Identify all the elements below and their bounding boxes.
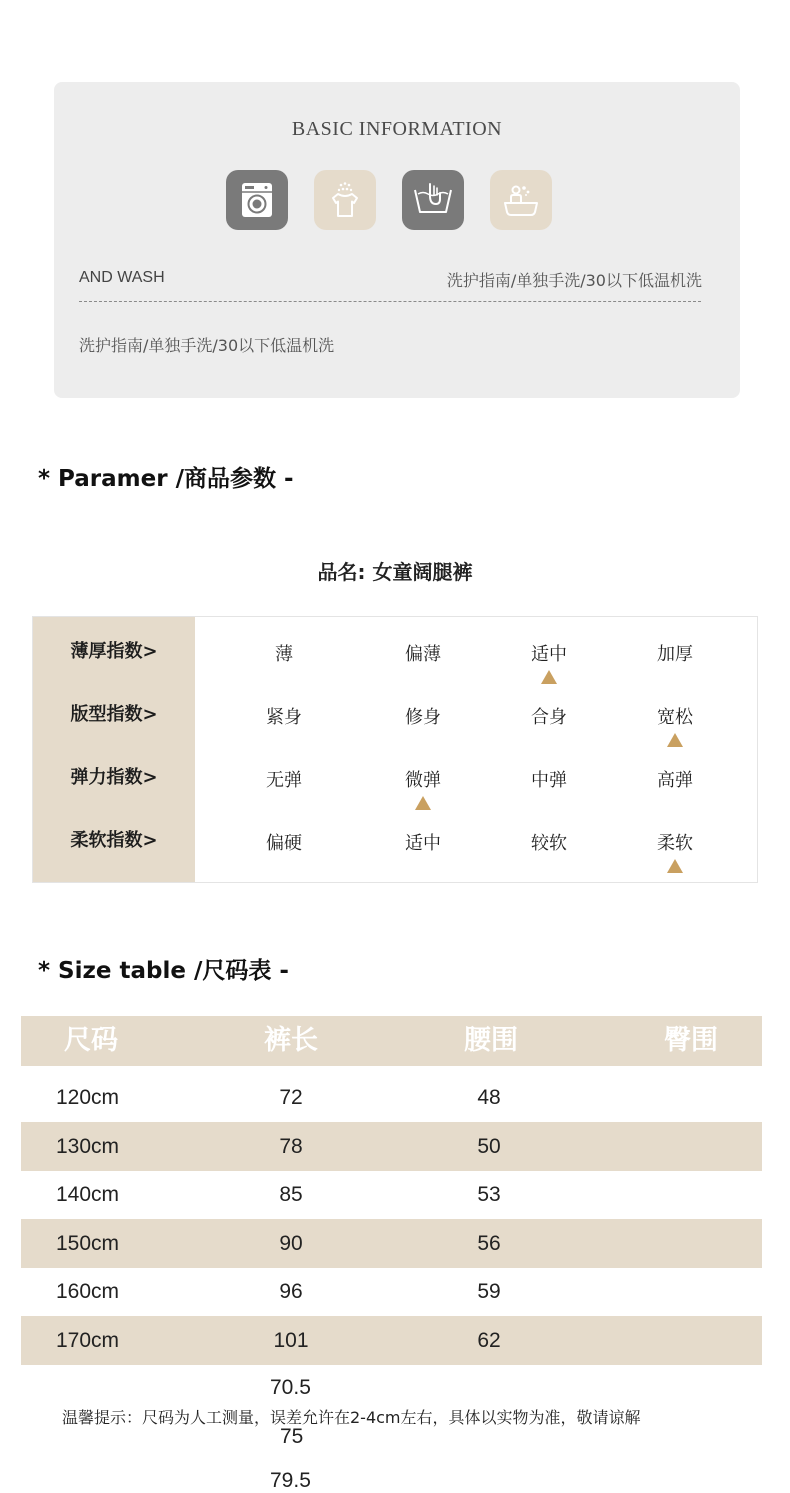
- basic-info-title: BASIC INFORMATION: [291, 118, 503, 140]
- param-option: 柔软: [657, 833, 693, 854]
- hand-wash-icon: [402, 170, 464, 230]
- table-cell: 101: [273, 1329, 309, 1352]
- size-header-cell: 尺码: [64, 1025, 118, 1056]
- wash-note: 洗护指南/单独手洗/30以下低温机洗: [79, 336, 335, 355]
- overflow-value: 79.5: [270, 1469, 311, 1492]
- param-option: 适中: [405, 833, 441, 854]
- table-cell: 130cm: [56, 1135, 120, 1158]
- table-cell: [621, 1122, 761, 1171]
- param-option: 紧身: [266, 707, 302, 728]
- dashed-divider: [79, 301, 701, 302]
- table-cell: 48: [477, 1086, 501, 1109]
- param-row-label: 版型指数>: [70, 704, 158, 725]
- param-row-label: 柔软指数>: [70, 830, 158, 851]
- washing-machine-icon: [226, 170, 288, 230]
- param-row-label: 弹力指数>: [70, 767, 158, 788]
- selected-marker-icon: [415, 796, 431, 810]
- table-cell: 62: [477, 1329, 501, 1352]
- selected-marker-icon: [541, 670, 557, 684]
- table-cell: 120cm: [56, 1086, 120, 1109]
- table-cell: [621, 1219, 761, 1268]
- table-cell: 96: [279, 1280, 303, 1303]
- param-option: 合身: [531, 707, 567, 728]
- table-cell: 140cm: [56, 1183, 120, 1206]
- table-cell: [621, 1267, 761, 1316]
- param-option: 宽松: [657, 707, 693, 728]
- table-cell: [621, 1170, 761, 1219]
- param-option: 修身: [405, 707, 441, 728]
- param-option: 偏硬: [266, 833, 302, 854]
- basic-info-card: [54, 82, 740, 398]
- table-cell: [621, 1073, 761, 1122]
- table-cell: 78: [279, 1135, 303, 1158]
- size-section-title: * Size table /尺码表 -: [38, 958, 289, 984]
- wash-value: 洗护指南/单独手洗/30以下低温机洗: [446, 271, 702, 290]
- table-cell: 85: [279, 1183, 303, 1206]
- param-section-title: * Paramer /商品参数 -: [38, 466, 294, 492]
- table-row: [21, 1073, 762, 1122]
- table-row: [21, 1316, 762, 1365]
- shirt-care-icon: [314, 170, 376, 230]
- table-row: [21, 1122, 762, 1171]
- param-option: 偏薄: [405, 644, 441, 665]
- selected-marker-icon: [667, 733, 683, 747]
- table-cell: 56: [477, 1232, 501, 1255]
- product-name: 品名: 女童阔腿裤: [317, 560, 473, 584]
- param-table: [32, 616, 758, 883]
- overflow-value: 75: [280, 1425, 304, 1448]
- table-row: [21, 1219, 762, 1268]
- table-cell: 160cm: [56, 1280, 120, 1303]
- table-row: [21, 1267, 762, 1316]
- param-option: 薄: [275, 644, 293, 665]
- param-option: 高弹: [657, 770, 693, 791]
- size-header-cell: 臀围: [664, 1025, 718, 1056]
- table-cell: 72: [279, 1086, 303, 1109]
- size-header-cell: 腰围: [464, 1025, 518, 1056]
- selected-marker-icon: [667, 859, 683, 873]
- wash-label: AND WASH: [79, 269, 165, 286]
- table-cell: 90: [279, 1232, 303, 1255]
- param-row-label: 薄厚指数>: [70, 641, 158, 662]
- param-option: 适中: [531, 644, 567, 665]
- param-option: 加厚: [657, 644, 693, 665]
- overflow-value: 70.5: [270, 1376, 311, 1399]
- table-cell: 170cm: [56, 1329, 120, 1352]
- param-option: 较软: [531, 833, 567, 854]
- table-cell: 59: [477, 1280, 501, 1303]
- bath-care-icon: [490, 170, 552, 230]
- table-cell: 150cm: [56, 1232, 120, 1255]
- size-header-cell: 裤长: [264, 1025, 318, 1056]
- param-option: 无弹: [266, 770, 302, 791]
- table-row: [21, 1170, 762, 1219]
- size-table-header: [21, 1016, 762, 1066]
- size-tip: 温馨提示：尺码为人工测量，误差允许在2-4cm左右，具体以实物为准，敬请谅解: [62, 1408, 641, 1427]
- param-option: 中弹: [531, 770, 567, 791]
- table-cell: [621, 1316, 761, 1365]
- param-option: 微弹: [405, 770, 441, 791]
- table-cell: 50: [477, 1135, 501, 1158]
- table-cell: 53: [477, 1183, 501, 1206]
